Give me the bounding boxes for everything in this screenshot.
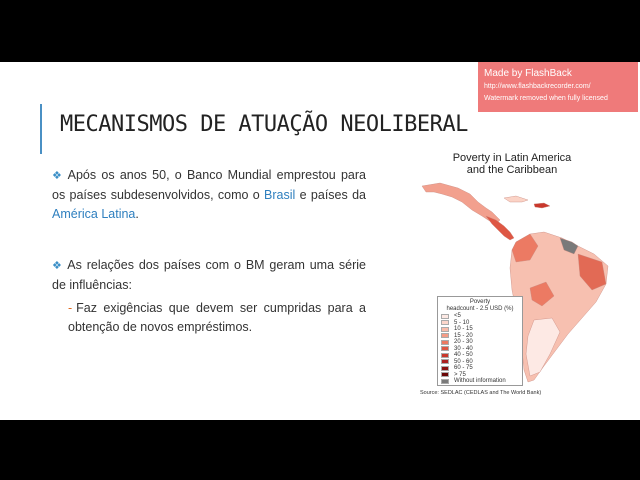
map-title-line1: Poverty in Latin America: [452, 152, 572, 164]
bullet-text-post: .: [135, 207, 139, 221]
legend-title-line2: headcount - 2.5 USD (%): [446, 306, 514, 312]
legend-title: [441, 299, 519, 313]
legend-swatch: [441, 366, 449, 371]
watermark-banner: [478, 62, 638, 112]
legend-swatch: [441, 353, 449, 358]
bullet-text-pre: Após os anos 50, o Banco Mundial emprestou para os países subdesenvolvidos, como o: [52, 168, 366, 202]
legend-label: 20 - 30: [454, 339, 473, 345]
legend-swatch: [441, 327, 449, 332]
legend-items: [441, 313, 519, 385]
legend-swatch: [441, 359, 449, 364]
map-region-hispaniola: [534, 203, 550, 208]
bullet-relacoes: [52, 256, 366, 295]
legend-label: > 75: [454, 371, 466, 378]
legend-label: 40 - 50: [454, 352, 473, 358]
sub-bullet-exigencias: [68, 299, 366, 337]
legend-label: <5: [454, 313, 461, 319]
sub-bullet-text: Faz exigências que devem ser cumpridas para a obtenção de novos empréstimos.: [68, 301, 366, 334]
legend-label: 5 - 10: [454, 319, 470, 326]
legend-swatch: [441, 333, 449, 338]
watermark-title: Made by FlashBack: [484, 68, 572, 79]
legend-label: 10 - 15: [454, 326, 473, 332]
legend-swatch: [441, 346, 449, 351]
highlight-america-latina: América Latina: [52, 207, 136, 221]
slide-title: MECANISMOS DE ATUAÇÃO NEOLIBERAL: [60, 112, 468, 137]
poverty-map-figure: [412, 150, 612, 396]
watermark-note: Watermark removed when fully licensed: [484, 95, 608, 102]
map-title-line2: and the Caribbean: [466, 164, 558, 176]
diamond-bullet-icon: ❖: [52, 170, 64, 182]
map-legend: [437, 296, 523, 386]
legend-title-line1: Poverty: [469, 299, 491, 305]
legend-label: 15 - 20: [454, 332, 473, 339]
bullet-banco-mundial: [52, 166, 366, 224]
diamond-bullet-icon: ❖: [52, 260, 64, 272]
legend-label: 60 - 75: [454, 365, 473, 371]
bullet-text-mid: e países da: [295, 188, 366, 202]
title-accent-bar: [40, 104, 42, 154]
legend-swatch: [441, 372, 449, 377]
map-region-cuba: [504, 196, 528, 202]
legend-swatch: [441, 320, 449, 325]
legend-label: 30 - 40: [454, 345, 473, 352]
legend-swatch: [441, 314, 449, 319]
bullet-text: As relações dos países com o BM geram uma série de influências:: [52, 258, 366, 292]
legend-item: [441, 378, 519, 385]
legend-swatch: [441, 379, 449, 384]
watermark-url: http://www.flashbackrecorder.com/: [484, 83, 591, 90]
legend-swatch: [441, 340, 449, 345]
dash-bullet-icon: -: [68, 301, 73, 315]
legend-label: 50 - 60: [454, 358, 473, 365]
slide: [0, 62, 640, 420]
legend-label: Without information: [454, 378, 506, 384]
map-region-central-america: [486, 216, 514, 240]
map-source: Source: SEDLAC (CEDLAS and The World Bank): [420, 390, 542, 396]
highlight-brasil: Brasil: [264, 188, 296, 202]
